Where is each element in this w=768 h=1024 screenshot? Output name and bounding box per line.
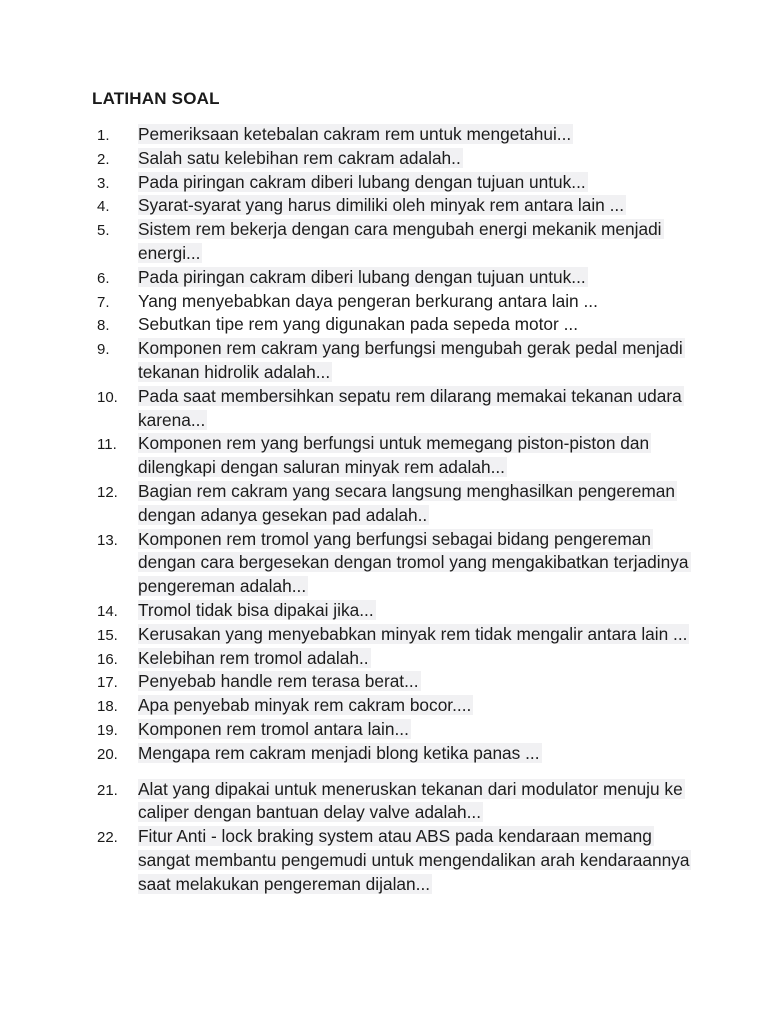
question-number: 15. [97,626,118,644]
question-item-14 [0,599,768,623]
question-item-8 [0,313,768,337]
question-text: Sebutkan tipe rem yang digunakan pada sepeda motor ... [138,314,579,335]
question-item-17 [0,670,768,694]
question-text: Komponen rem tromol antara lain... [138,718,409,739]
question-text: Bagian rem cakram yang secara langsung menghasilkan pengereman dengan adanya gesekan pad adalah.. [138,480,675,525]
question-item-3 [0,171,768,195]
question-number: 18. [97,698,118,716]
question-number: 22. [97,829,118,847]
question-item-18 [0,694,768,718]
question-text: Pemeriksaan ketebalan cakram rem untuk mengetahui... [138,124,572,144]
question-number: 11. [97,436,117,454]
question-text: Fitur Anti - lock braking system atau ABS pada kendaraan memang sangat membantu pengemudi untuk mengendalikan arah kendaraannya saat melakukan pengereman dijalan... [138,826,690,894]
question-text: Pada piringan cakram diberi lubang dengan tujuan untuk... [138,171,586,192]
question-number: 16. [97,650,118,668]
question-number: 2. [97,150,110,168]
question-number: 19. [97,721,118,739]
question-number: 9. [97,341,110,359]
question-item-1 [0,123,768,147]
question-item-20 [0,742,768,766]
question-item-7 [0,290,768,314]
question-number: 10. [97,388,118,406]
question-number: 4. [97,198,110,216]
question-text: Penyebab handle rem terasa berat... [138,671,419,692]
question-text: Syarat-syarat yang harus dimiliki oleh minyak rem antara lain ... [138,195,624,216]
question-number: 6. [97,269,110,287]
question-number: 13. [97,531,118,549]
question-text: Kelebihan rem tromol adalah.. [138,647,369,668]
question-item-6 [0,266,768,290]
question-text: Pada saat membersihkan sepatu rem dilarang memakai tekanan udara karena... [138,385,682,430]
question-text: Pada piringan cakram diberi lubang dengan tujuan untuk... [138,266,586,287]
page-title: LATIHAN SOAL [92,89,220,108]
question-item-13 [0,528,768,599]
question-number: 8. [97,317,110,335]
question-item-12 [0,480,768,528]
question-number: 1. [97,127,110,144]
question-number: 3. [97,174,110,192]
question-item-9 [0,337,768,385]
question-list [0,123,768,897]
question-text: Salah satu kelebihan rem cakram adalah.. [138,147,461,168]
question-number: 7. [97,293,110,311]
question-text: Mengapa rem cakram menjadi blong ketika panas ... [138,742,540,763]
question-number: 17. [97,674,118,692]
question-text: Komponen rem yang berfungsi untuk memegang piston-piston dan dilengkapi dengan saluran minyak rem adalah... [138,433,650,478]
question-item-19 [0,718,768,742]
question-text: Tromol tidak bisa dipakai jika... [138,599,374,620]
question-text: Sistem rem bekerja dengan cara mengubah energi mekanik menjadi energi... [138,219,662,263]
question-item-22 [0,825,768,896]
question-item-4 [0,194,768,218]
question-item-10 [0,385,768,433]
question-text: Alat yang dipakai untuk meneruskan tekanan dari modulator menuju ke caliper dengan bantuan delay valve adalah... [138,778,683,823]
question-number: 14. [97,602,118,620]
question-item-2 [0,147,768,171]
question-item-21 [0,778,768,826]
question-item-15 [0,623,768,647]
question-number: 20. [97,745,118,763]
question-item-11 [0,432,768,480]
question-number: 5. [97,222,110,240]
question-text: Kerusakan yang menyebabkan minyak rem tidak mengalir antara lain ... [138,623,688,644]
question-number: 12. [97,483,118,501]
question-item-5 [0,218,768,266]
question-number: 21. [97,781,118,799]
question-item-16 [0,647,768,671]
question-text: Yang menyebabkan daya pengeran berkurang antara lain ... [138,290,598,311]
question-text: Komponen rem tromol yang berfungsi sebagai bidang pengereman dengan cara bergesekan dengan tromol yang mengakibatkan terjadinya pengereman adalah... [138,528,689,597]
question-text: Apa penyebab minyak rem cakram bocor.... [138,695,472,716]
question-text: Komponen rem cakram yang berfungsi mengubah gerak pedal menjadi tekanan hidrolik adalah... [138,338,683,382]
